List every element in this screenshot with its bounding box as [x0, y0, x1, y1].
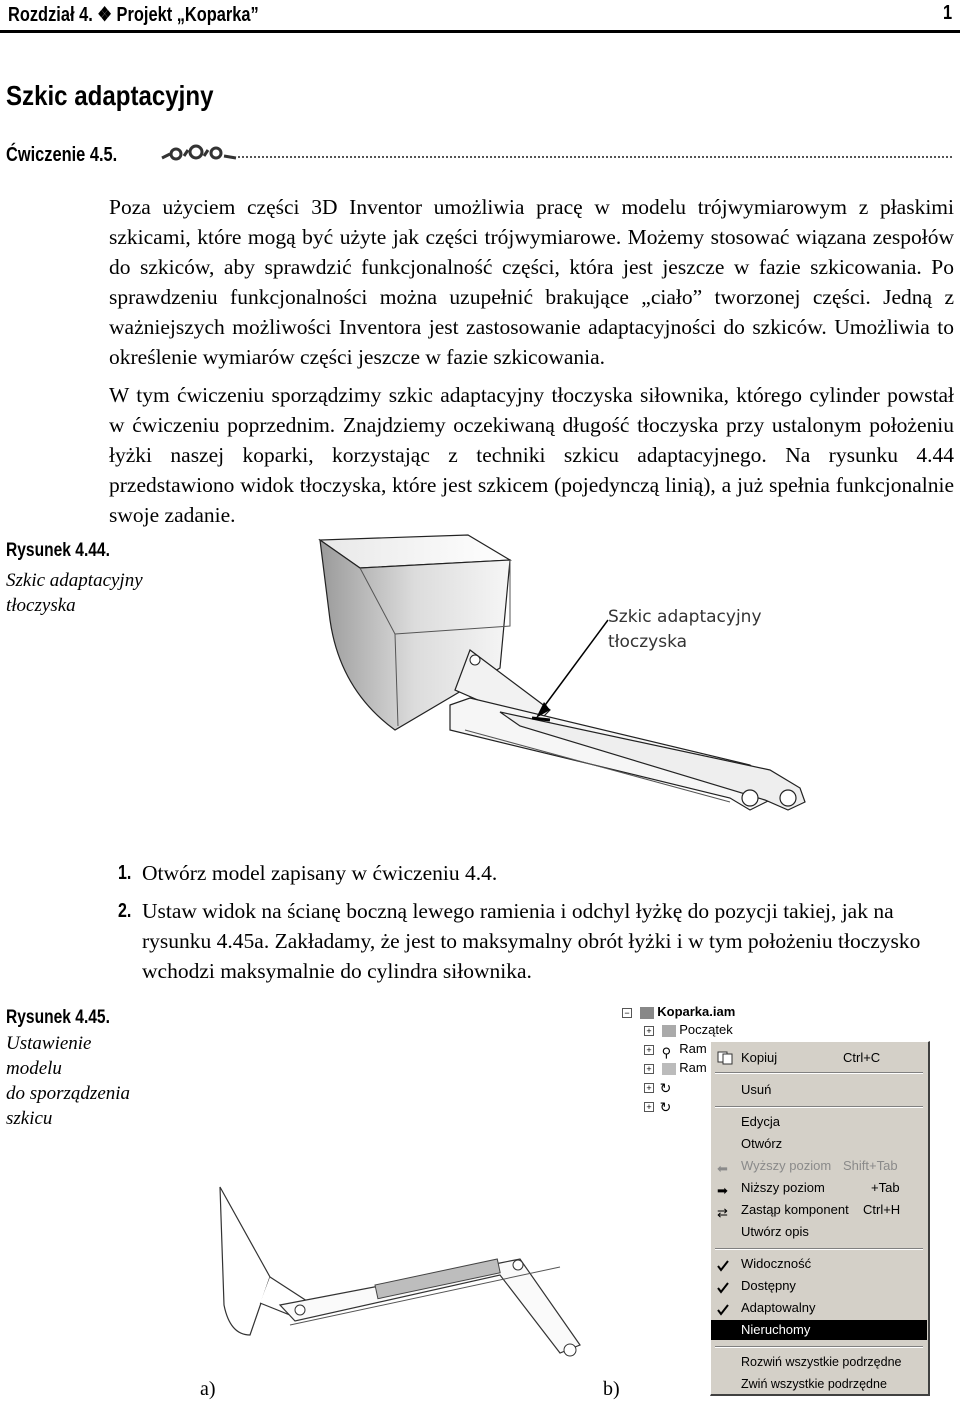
steps-list	[118, 858, 958, 994]
menu-item-zwin-wszystkie[interactable]	[711, 1374, 927, 1394]
intro-paragraph: Poza użyciem części 3D Inventor umożliwia pracę w modelu trójwymiarowym z płaskimi szkicami, które mogą być użyte jak części trójwymiarowe. Możemy stosować wiązana zespołów do szkiców, aby sprawdzić funkcjonalność części, która jest jeszcze w fazie szkicowania. Po sprawdzeniu funkcjonalności można uzupełnić brakujące „ciało” tworzonej części. Jedną z ważniejszych możliwości Inventora jest zastosowanie adaptacyjności do szkiców. Umożliwia to określenie wymiarów części jeszcze w fazie szkicowania.	[109, 195, 954, 369]
expand-icon[interactable]: +	[644, 1064, 654, 1074]
exercise-rule	[238, 156, 952, 158]
subfigure-b-label: b)	[603, 1378, 620, 1400]
figure-45-label: Rysunek 4.45.	[6, 1007, 110, 1028]
page-number: 1	[942, 2, 952, 24]
step-number: 2.	[118, 900, 132, 922]
tree-item-label: Ram	[679, 1060, 707, 1075]
menu-item-shortcut: Shift+Tab	[843, 1158, 898, 1173]
menu-item-label: Rozwiń wszystkie podrzędne	[741, 1355, 902, 1369]
figure-44-drawing	[300, 530, 820, 840]
collapse-icon[interactable]: −	[622, 1008, 632, 1018]
pivot-pin	[470, 655, 480, 665]
figure-45-caption-line: do sporządzenia	[6, 1083, 131, 1104]
menu-item-kopiuj[interactable]	[711, 1048, 927, 1068]
menu-item-label: Niższy poziom	[741, 1180, 825, 1195]
figure-45-caption-line: modelu	[6, 1058, 62, 1079]
menu-item-wyzszy-poziom[interactable]	[711, 1156, 927, 1176]
context-menu	[710, 1041, 930, 1396]
constraint-icon: ↻	[659, 1098, 672, 1115]
pivot-pin	[295, 1305, 305, 1315]
menu-item-shortcut: +Tab	[871, 1180, 900, 1195]
menu-item-label: Kopiuj	[741, 1050, 778, 1065]
menu-separator	[715, 1106, 923, 1108]
menu-item-label: Zastąp komponent	[741, 1202, 849, 1217]
step-item	[118, 858, 958, 888]
expand-icon[interactable]: +	[644, 1102, 654, 1112]
menu-item-nizszy-poziom[interactable]	[711, 1178, 927, 1198]
menu-item-label: Adaptowalny	[741, 1300, 816, 1315]
menu-item-utworz-opis[interactable]	[711, 1222, 927, 1242]
menu-item-dostepny[interactable]	[711, 1276, 927, 1296]
tree-item-label: Ram	[679, 1041, 707, 1056]
part-icon	[662, 1063, 676, 1075]
callout-arrow-line	[540, 620, 608, 712]
figure-44-caption	[6, 568, 143, 618]
step-number: 1.	[118, 862, 132, 884]
figure-44-caption-line: tłoczyska	[6, 595, 76, 616]
figure-45-caption-line: Ustawienie	[6, 1033, 92, 1054]
figure-44-caption-line: Szkic adaptacyjny	[6, 570, 143, 591]
menu-item-label: Nieruchomy	[741, 1322, 811, 1337]
menu-item-otworz[interactable]	[711, 1134, 927, 1154]
check-icon	[717, 1280, 729, 1292]
tree-item[interactable]	[644, 1021, 733, 1039]
menu-item-widocznosc[interactable]	[711, 1254, 927, 1274]
header-rule	[0, 30, 960, 33]
menu-item-label: Zwiń wszystkie podrzędne	[741, 1377, 887, 1391]
menu-item-usun[interactable]	[711, 1080, 927, 1100]
menu-separator	[715, 1072, 923, 1074]
callout-label-line: tłoczyska	[608, 632, 688, 652]
figure-45-caption	[6, 1031, 130, 1131]
subfigure-a-label: a)	[200, 1378, 216, 1400]
running-header-title: Rozdział 4. ❖ Projekt „Koparka”	[8, 4, 259, 26]
step-text: Otwórz model zapisany w ćwiczeniu 4.4.	[142, 861, 498, 885]
figure-45-caption-line: szkicu	[6, 1108, 53, 1129]
section-title: Szkic adaptacyjny	[6, 80, 214, 111]
menu-item-zastap-komponent[interactable]	[711, 1200, 927, 1220]
callout-label-line: Szkic adaptacyjny	[608, 607, 762, 627]
tree-item[interactable]	[644, 1078, 671, 1096]
menu-item-shortcut: Ctrl+C	[843, 1050, 881, 1065]
constraint-icon: ↻	[659, 1079, 672, 1096]
menu-item-label: Utwórz opis	[741, 1224, 809, 1239]
tree-item[interactable]	[644, 1040, 707, 1058]
menu-item-label: Wyższy poziom	[741, 1158, 832, 1173]
step-item	[118, 896, 958, 986]
tools-icon	[160, 140, 240, 166]
pivot-pin	[513, 1260, 523, 1270]
check-icon	[717, 1258, 729, 1270]
tree-root-label: Koparka.iam	[657, 1004, 736, 1019]
menu-separator	[715, 1346, 923, 1348]
menu-item-label: Edycja	[741, 1114, 781, 1129]
figure-45a-drawing	[200, 1185, 600, 1385]
menu-item-rozwin-wszystkie[interactable]	[711, 1352, 927, 1372]
arrow-right-icon: ➡	[717, 1183, 728, 1198]
copy-icon	[717, 1051, 733, 1065]
step-text: Ustaw widok na ścianę boczną lewego ramienia i odchyl łyżkę do pozycji takiej, jak na rysunku 4.45a. Zakładamy, że jest to maksymalny obrót łyżki i w tym położeniu tłoczysko wchodzi maksymalnie do cylindra siłownika.	[142, 899, 921, 983]
exercise-paragraph: W tym ćwiczeniu sporządzimy szkic adaptacyjny tłoczyska siłownika, którego cylinder powstał w ćwiczeniu poprzednim. Znajdziemy oczekiwaną długość tłoczyska przy ustalonym położeniu łyżki naszej koparki, korzystając z techniki szkicu adaptacyjnego. Na rysunku 4.44 przedstawiono widok tłoczyska, które jest szkicem (pojedynczą linią), a już spełnia funkcjonalnie swoje zadanie.	[109, 383, 954, 527]
arm-back	[500, 712, 805, 810]
menu-separator	[715, 1248, 923, 1250]
tree-item[interactable]	[644, 1059, 707, 1077]
check-icon	[717, 1302, 729, 1314]
figure-45b-panel	[618, 1003, 930, 1396]
expand-icon[interactable]: +	[644, 1026, 654, 1036]
menu-item-edycja[interactable]	[711, 1112, 927, 1132]
arm-pin	[742, 790, 758, 806]
folder-icon	[662, 1025, 676, 1037]
expand-icon[interactable]: +	[644, 1083, 654, 1093]
arm-pin	[780, 790, 796, 806]
arm-front	[450, 698, 770, 810]
menu-item-label: Otwórz	[741, 1136, 783, 1151]
menu-item-shortcut: Ctrl+H	[863, 1202, 901, 1217]
menu-item-label: Dostępny	[741, 1278, 796, 1293]
arrow-left-icon: ⬅	[717, 1161, 728, 1176]
bucket-outline	[220, 1187, 270, 1335]
replace-icon: ⇄	[717, 1205, 728, 1220]
expand-icon[interactable]: +	[644, 1045, 654, 1055]
pivot-pin	[564, 1344, 576, 1356]
menu-item-label: Widoczność	[741, 1256, 812, 1271]
menu-item-nieruchomy[interactable]	[711, 1320, 927, 1340]
figure-44-label: Rysunek 4.44.	[6, 540, 110, 561]
tree-item-label: Początek	[679, 1022, 733, 1037]
pin-icon: ⚲	[661, 1044, 672, 1060]
exercise-label: Ćwiczenie 4.5.	[6, 144, 118, 166]
tree-root[interactable]	[622, 1003, 735, 1021]
menu-item-adaptowalny[interactable]	[711, 1298, 927, 1318]
menu-item-label: Usuń	[741, 1082, 772, 1097]
tree-item[interactable]	[644, 1097, 671, 1115]
adaptive-sketch-line	[532, 718, 550, 720]
assembly-icon	[640, 1007, 654, 1019]
